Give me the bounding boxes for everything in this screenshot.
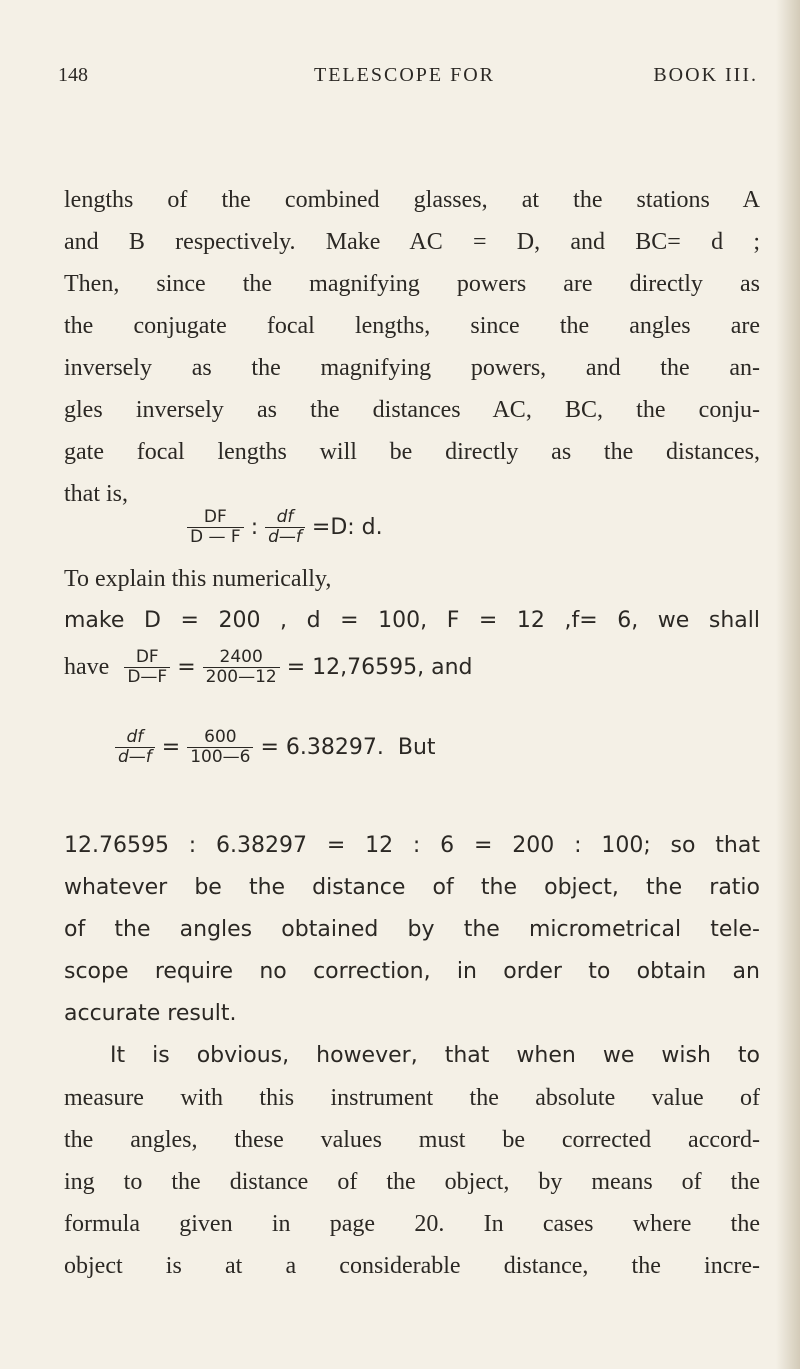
- text-line: the angles, these values must be corrected accord-: [64, 1127, 760, 1153]
- paragraph-2: [64, 558, 760, 642]
- formula-ratio: [184, 508, 383, 547]
- fraction: [187, 508, 244, 547]
- paragraph-1: [64, 179, 760, 515]
- text-line: measure with this instrument the absolute value of: [64, 1085, 760, 1111]
- formula-but: [112, 728, 436, 767]
- text-line: object is at a considerable distance, the incre-: [64, 1253, 760, 1279]
- book-label: BOOK III.: [653, 64, 758, 86]
- text-line: It is obvious, however, that when we wish to: [110, 1043, 760, 1068]
- fraction: [115, 728, 155, 767]
- text-line: lengths of the combined glasses, at the stations A: [64, 187, 760, 213]
- page-number: 148: [58, 64, 88, 86]
- word-but: But: [397, 735, 436, 760]
- fraction: [265, 508, 305, 547]
- text-line: inversely as the magnifying powers, and the an-: [64, 355, 760, 381]
- text-line: whatever be the distance of the object, the ratio: [64, 875, 760, 900]
- denominator: 100—6: [190, 747, 251, 767]
- result-value: = 6.38297.: [260, 735, 384, 760]
- numerator: df: [265, 508, 305, 528]
- formula-rest: =D: d.: [311, 515, 383, 540]
- fraction: [203, 648, 280, 687]
- result-value: = 12,76595, and: [286, 655, 473, 680]
- paragraph-3: [64, 825, 760, 1035]
- denominator: d—f: [268, 527, 302, 547]
- text-line: accurate result.: [64, 1001, 237, 1026]
- running-header: [58, 54, 758, 94]
- text-line: of the angles obtained by the micrometrical tele-: [64, 917, 760, 942]
- text-line: Then, since the magnifying powers are directly as: [64, 271, 760, 297]
- paragraph-4: [64, 1035, 760, 1287]
- fraction: [124, 648, 170, 687]
- numerator: df: [115, 728, 155, 748]
- text-line: and B respectively. Make AC = D, and BC= d ;: [64, 229, 760, 255]
- text-line: make D = 200 , d = 100, F = 12 ,f= 6, we shall: [64, 608, 760, 633]
- numerator: DF: [124, 648, 170, 668]
- text-line: gles inversely as the distances AC, BC, the conju-: [64, 397, 760, 423]
- equals-sign: =: [177, 655, 196, 680]
- page-edge-shadow: [776, 0, 800, 1369]
- numerator: DF: [187, 508, 244, 528]
- text-line: 12.76595 : 6.38297 = 12 : 6 = 200 : 100; so that: [64, 833, 760, 858]
- numerator: 2400: [203, 648, 280, 668]
- word-have: have: [64, 654, 110, 680]
- text-line: ing to the distance of the object, by means of the: [64, 1169, 760, 1195]
- ratio-sign: :: [250, 515, 259, 540]
- denominator: d—f: [118, 747, 152, 767]
- equals-sign: =: [161, 735, 181, 760]
- text-line: scope require no correction, in order to obtain an: [64, 959, 760, 984]
- denominator: D—F: [127, 667, 168, 687]
- text-line: formula given in page 20. In cases where the: [64, 1211, 760, 1237]
- denominator: 200—12: [205, 667, 277, 687]
- text-line: gate focal lengths will be directly as the distances,: [64, 439, 760, 465]
- formula-have: [64, 648, 473, 687]
- running-title: TELESCOPE FOR: [314, 64, 496, 86]
- text-line: To explain this numerically,: [64, 566, 332, 592]
- text-line: the conjugate focal lengths, since the angles are: [64, 313, 760, 339]
- denominator: D — F: [190, 527, 241, 547]
- text-line: that is,: [64, 481, 128, 507]
- fraction: [187, 728, 253, 767]
- numerator: 600: [187, 728, 253, 748]
